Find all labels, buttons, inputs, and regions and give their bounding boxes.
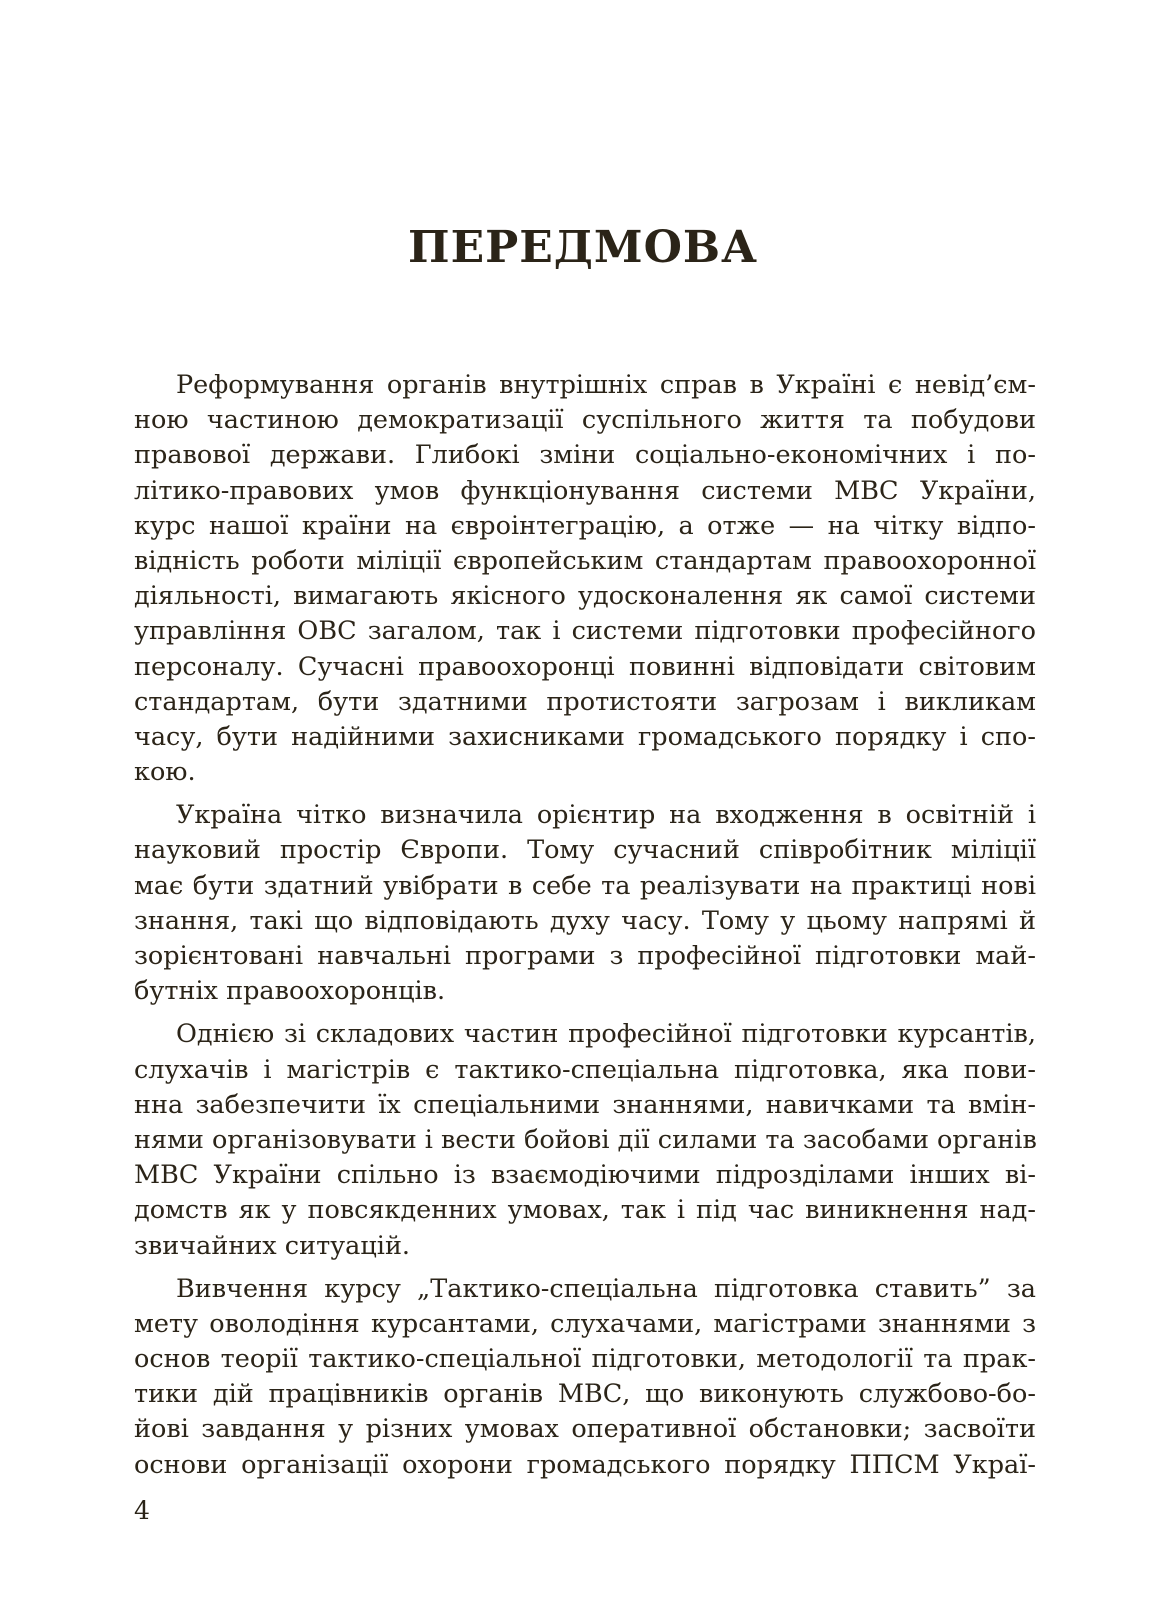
text-line: персоналу. Сучасні правоохоронці повинні відповідати світовим — [134, 651, 1036, 682]
text-line: нями організовувати і вести бойові дії силами та засобами органів — [134, 1124, 1037, 1155]
text-line: знання, такі що відповідають духу часу. Тому у цьому напрямі й — [134, 905, 1036, 936]
paragraph — [134, 798, 1036, 1009]
text-line: нна забезпечити їх спеціальними знаннями, навичками та вмін- — [134, 1089, 1036, 1120]
text-line: стандартам, бути здатними протистояти загрозам і викликам — [134, 686, 1036, 717]
page-number: 4 — [134, 1496, 150, 1525]
text-line: курс нашої країни на євроінтеграцію, а отже — на чітку відпо- — [134, 510, 1036, 541]
paragraph — [134, 368, 1036, 790]
text-line: Україна чітко визначила орієнтир на входження в освітній і — [176, 800, 1036, 831]
text-line: йові завдання у різних умовах оперативної обстановки; засвоїти — [134, 1414, 1036, 1445]
text-line: правової держави. Глибокі зміни соціально-економічних і по- — [134, 440, 1036, 471]
paragraph — [134, 1017, 1036, 1263]
text-line: діяльності, вимагають якісного удосконалення як самої системи — [134, 581, 1036, 612]
text-line: МВС України спільно із взаємодіючими підрозділами інших ві- — [134, 1160, 1036, 1191]
text-line: відність роботи міліції європейським стандартам правоохоронної — [134, 545, 1036, 576]
text-line: основ теорії тактико-спеціальної підготовки, методології та прак- — [134, 1344, 1036, 1375]
text-line: науковий простір Європи. Тому сучасний співробітник міліції — [134, 835, 1036, 866]
paragraph — [134, 1272, 1036, 1483]
text-line: літико-правових умов функціонування системи МВС України, — [134, 475, 1036, 506]
text-line: основи організації охорони громадського порядку ППСМ Украї- — [134, 1449, 1036, 1480]
text-line: звичайних ситуацій. — [134, 1230, 411, 1261]
text-line: Однією зі складових частин професійної підготовки курсантів, — [176, 1019, 1036, 1050]
text-line: бутніх правоохоронців. — [134, 976, 446, 1007]
text-line: ною частиною демократизації суспільного життя та побудови — [134, 405, 1036, 436]
text-line: часу, бути надійними захисниками громадського порядку і спо- — [134, 721, 1036, 752]
text-line: управління ОВС загалом, так і системи підготовки професійного — [134, 616, 1036, 647]
text-line: домств як у повсякденних умовах, так і під час виникнення над- — [134, 1195, 1036, 1226]
text-line: Реформування органів внутрішніх справ в Україні є невід’єм- — [176, 370, 1036, 400]
text-line: слухачів і магістрів є тактико-спеціальна підготовка, яка пови- — [134, 1054, 1036, 1085]
text-line: має бути здатний увібрати в себе та реалізувати на практиці нові — [134, 870, 1036, 901]
text-line: Вивчення курсу „Тактико-спеціальна підготовка ставить” за — [176, 1273, 1036, 1304]
text-line: тики дій працівників органів МВС, що виконують службово-бо- — [134, 1379, 1036, 1410]
text-line: мету оволодіння курсантами, слухачами, магістрами знаннями з — [134, 1308, 1036, 1339]
page-title: ПЕРЕДМОВА — [408, 222, 758, 273]
body-text — [134, 368, 1036, 1483]
text-line: зорієнтовані навчальні програми з професійної підготовки май- — [134, 941, 1036, 971]
text-line: кою. — [134, 757, 196, 788]
